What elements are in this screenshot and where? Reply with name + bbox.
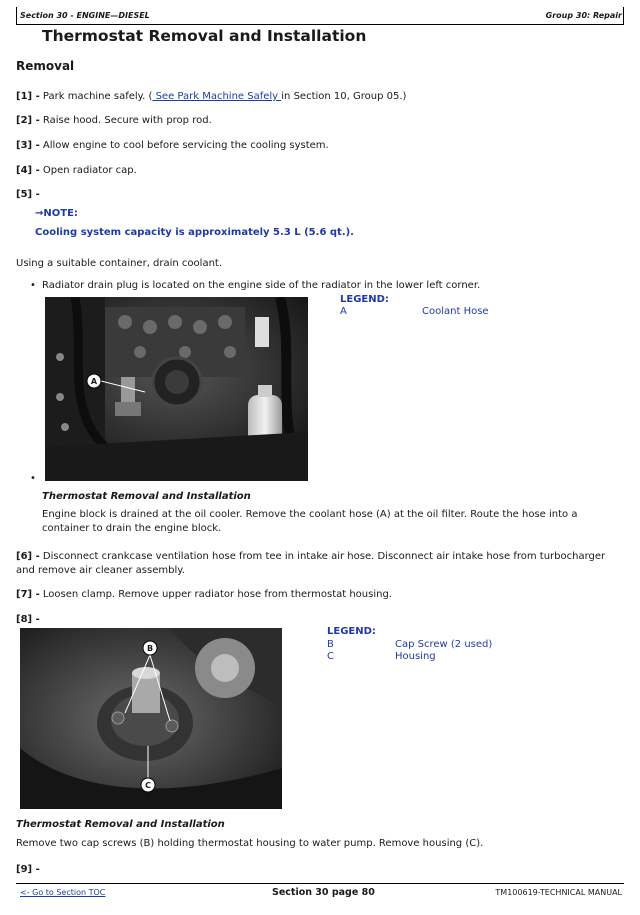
park-machine-safely-link[interactable]: See Park Machine Safely	[152, 91, 282, 102]
figure-caption-title: Thermostat Removal and Installation	[42, 491, 251, 502]
step-7	[16, 588, 616, 602]
step-2	[16, 114, 616, 128]
footer-rule	[16, 883, 624, 884]
legend-value: Housing	[395, 651, 436, 662]
header-group: Group 30: Repair	[545, 11, 622, 20]
step-number: [6] -	[16, 551, 40, 562]
step-5	[16, 188, 616, 202]
step-number: [2] -	[16, 115, 40, 126]
header-section: Section 30 - ENGINE—DIESEL	[20, 11, 150, 20]
step-1	[16, 90, 616, 104]
callout-b: B	[146, 644, 154, 653]
step-text: Disconnect crankcase ventilation hose from tee in intake air hose. Disconnect air intake hose from turbocharger and remove air cleaner assembly.	[16, 551, 606, 576]
page-title: Thermostat Removal and Installation	[42, 27, 367, 45]
step-3	[16, 139, 616, 153]
step-number: [7] -	[16, 589, 40, 600]
step-text: Raise hood. Secure with prop rod.	[39, 115, 212, 126]
step-number: [4] -	[16, 165, 40, 176]
thermostat-housing-photo	[20, 628, 282, 809]
callout-a: A	[90, 377, 98, 386]
legend-key: C	[327, 651, 334, 662]
figure-caption-text: Remove two cap screws (B) holding thermostat housing to water pump. Remove housing (C).	[16, 838, 484, 849]
header-rule	[16, 24, 624, 25]
go-to-section-toc-link[interactable]: <- Go to Section TOC	[20, 888, 106, 897]
step-number: [5] -	[16, 189, 40, 200]
step-number: [8] -	[16, 614, 40, 625]
bullet-dot: •	[30, 473, 36, 484]
note-text: Cooling system capacity is approximately 5.3 L (5.6 qt.).	[35, 227, 354, 238]
legend-key: A	[340, 306, 347, 317]
step-number: [1] -	[16, 91, 40, 102]
figure-caption-title: Thermostat Removal and Installation	[16, 819, 225, 830]
removal-heading: Removal	[16, 59, 75, 73]
step-text: Open radiator cap.	[39, 165, 137, 176]
header-left-bar	[16, 7, 17, 24]
page-number: Section 30 page 80	[272, 887, 375, 898]
step-text: Allow engine to cool before servicing the cooling system.	[39, 140, 329, 151]
step-text: in Section 10, Group 05.)	[281, 91, 407, 102]
figure-caption-text: Engine block is drained at the oil cooler. Remove the coolant hose (A) at the oil filter. Route the hose into a container to drain the engine block.	[42, 509, 578, 534]
step-text: Loosen clamp. Remove upper radiator hose from thermostat housing.	[39, 589, 392, 600]
bullet-dot: •	[30, 280, 36, 291]
legend-heading: LEGEND:	[327, 626, 376, 637]
header-right-bar	[623, 7, 624, 24]
step-8	[16, 613, 616, 627]
step-number: [9] -	[16, 864, 40, 875]
step-number: [3] -	[16, 140, 40, 151]
legend-value: Cap Screw (2 used)	[395, 639, 493, 650]
legend-value: Coolant Hose	[422, 306, 489, 317]
step-9	[16, 863, 616, 877]
manual-id: TM100619-TECHNICAL MANUAL	[495, 888, 622, 897]
legend-heading: LEGEND:	[340, 294, 389, 305]
drain-instruction: Using a suitable container, drain coolant.	[16, 258, 223, 269]
legend-key: B	[327, 639, 334, 650]
engine-drain-illustration	[45, 297, 308, 481]
bullet-text: Radiator drain plug is located on the engine side of the radiator in the lower left corner.	[42, 280, 481, 291]
note-heading: →NOTE:	[35, 208, 78, 219]
engine-drain-photo	[45, 297, 308, 481]
step-text: Park machine safely. (	[39, 91, 153, 102]
callout-c: C	[145, 781, 151, 790]
step-4	[16, 164, 616, 178]
step-6	[16, 550, 616, 578]
